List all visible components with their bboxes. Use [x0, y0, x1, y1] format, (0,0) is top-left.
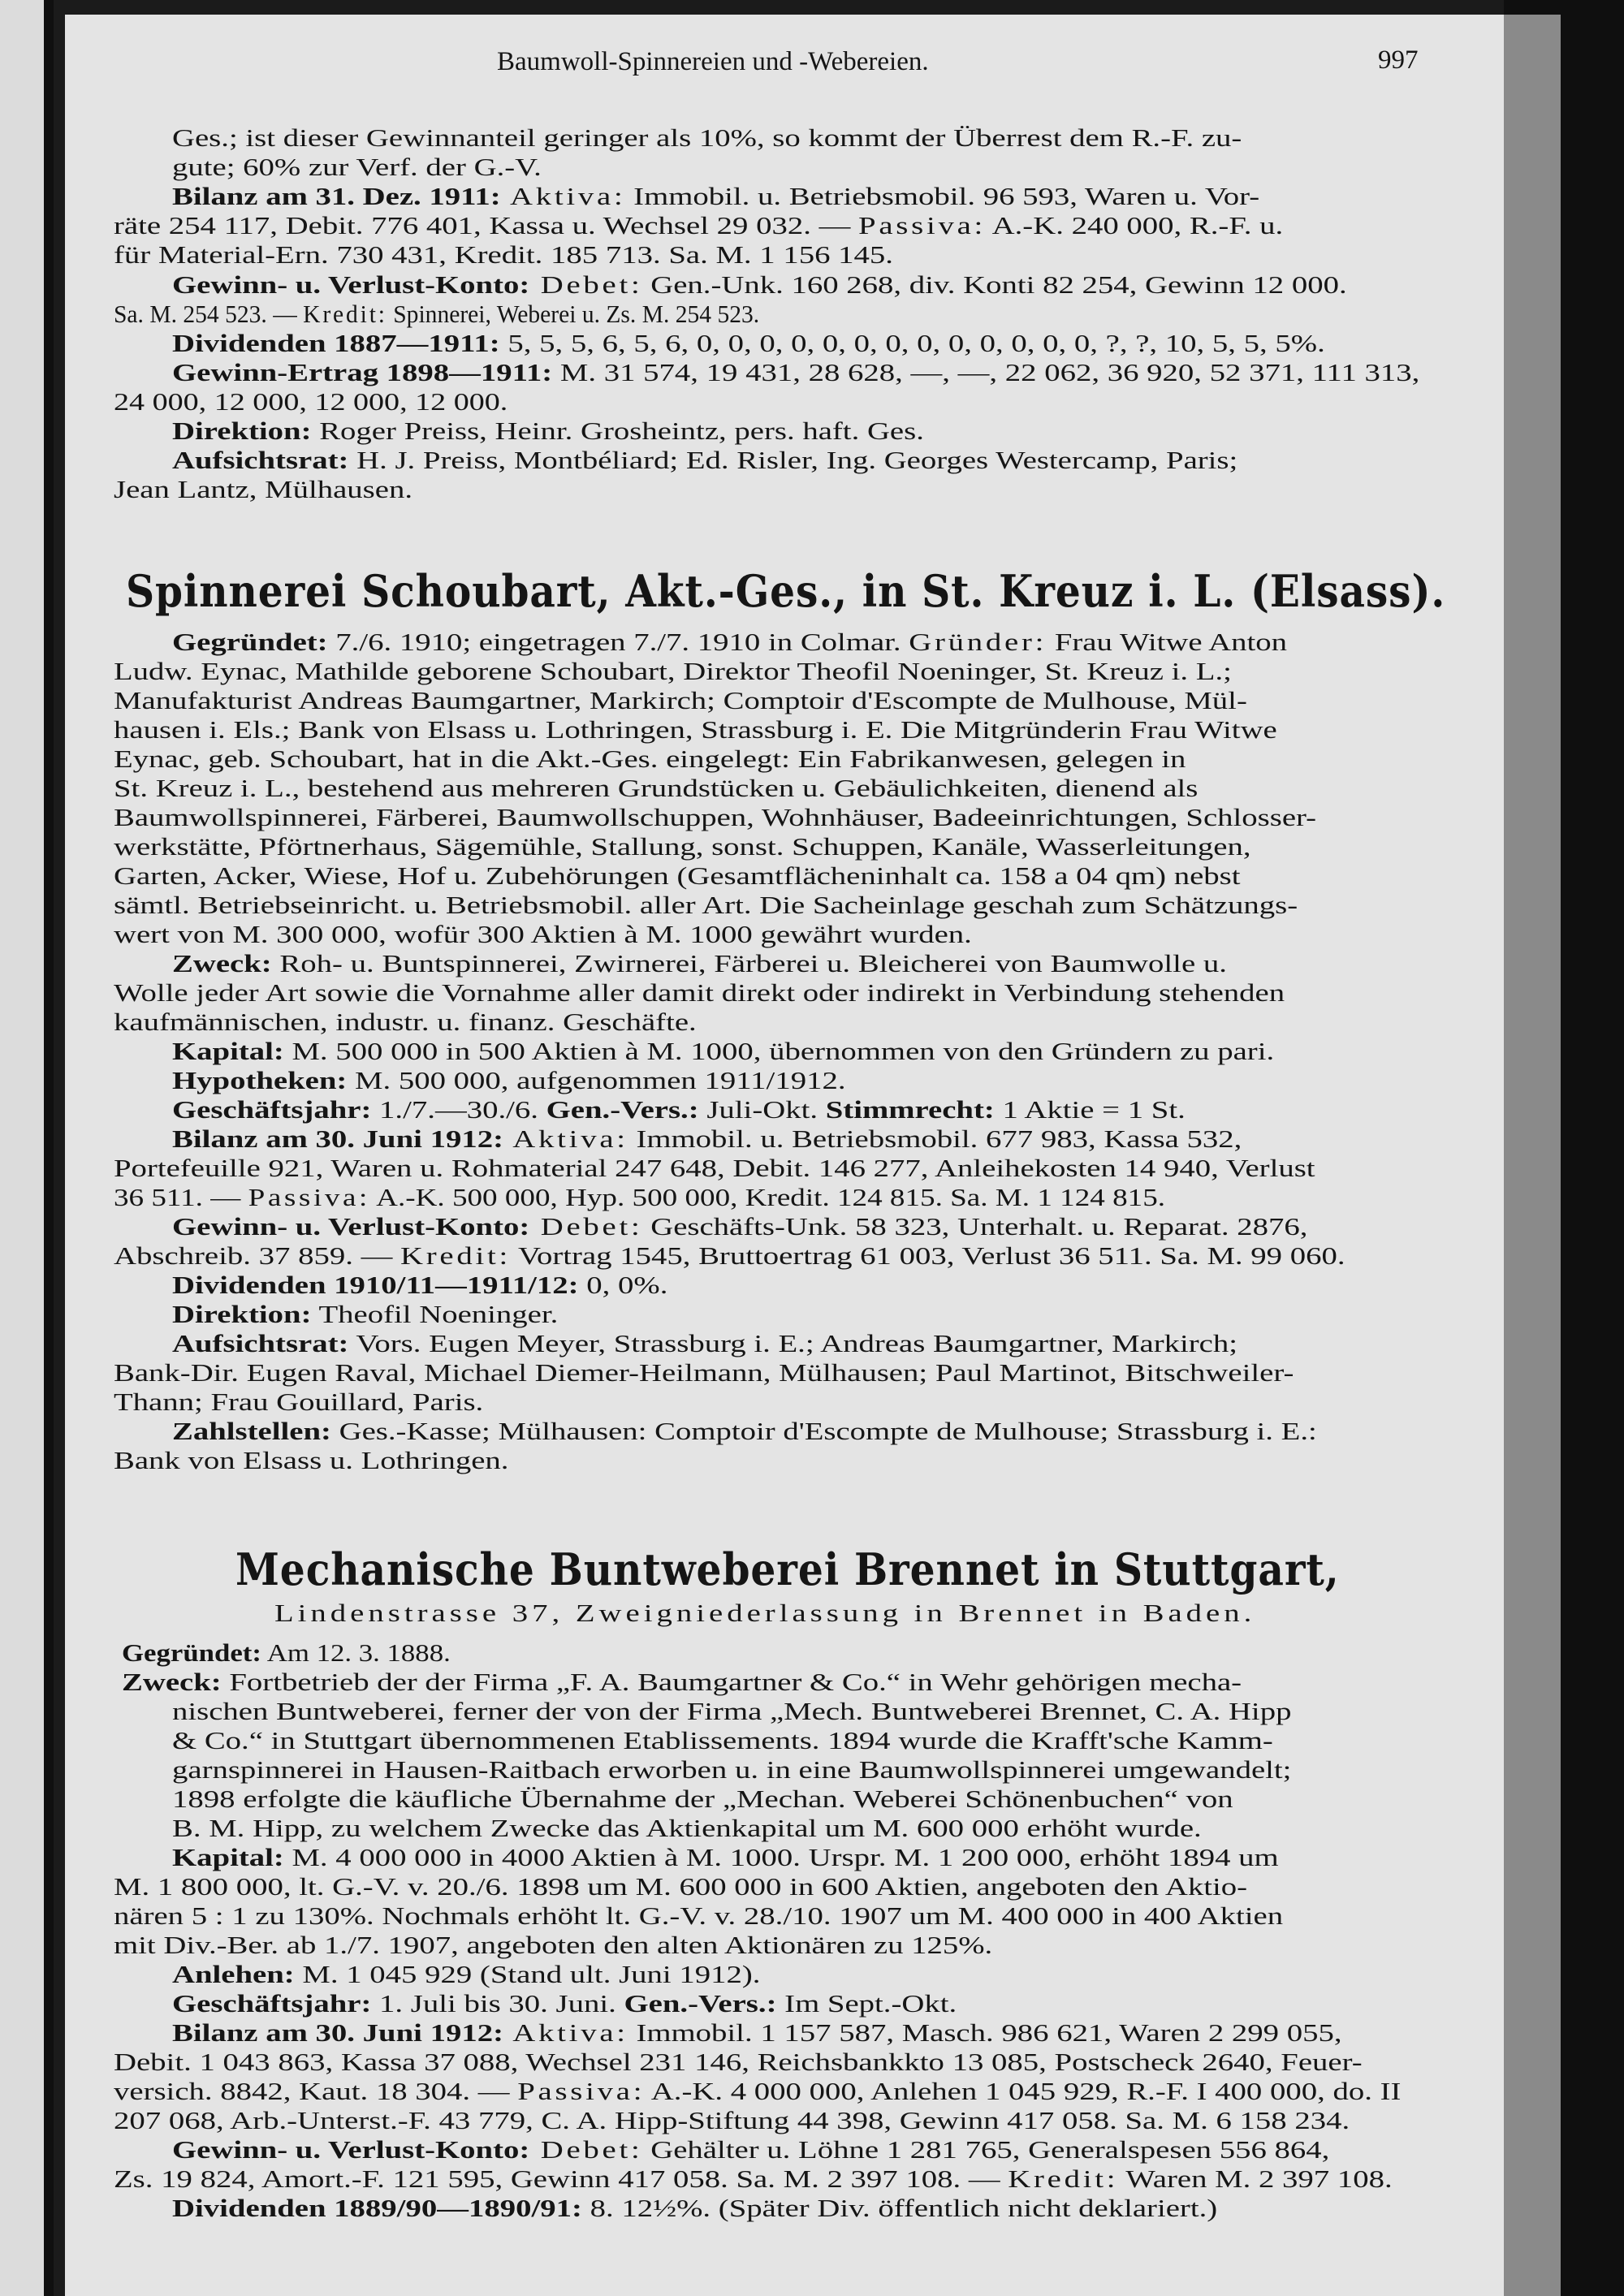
text-run: Ludw. Eynac, Mathilde geborene Schoubart, Direktor Theofil Noeninger, St. Kreuz i. L.; — [114, 657, 1232, 685]
text-line — [114, 978, 1285, 1008]
text-line — [114, 2077, 1401, 2106]
text-run: Spinnerei, Weberei u. Zs. M. 254 523. — [387, 300, 760, 328]
text-run: Ges.; ist dieser Gewinnanteil geringer als 10%, so kommt der Überrest dem R.-F. zu- — [172, 123, 1242, 152]
text-line — [114, 1241, 1345, 1271]
text-line — [114, 1931, 992, 1960]
bold-label: Zweck: — [122, 1668, 222, 1696]
text-line — [172, 270, 1347, 300]
text-run: M. 500 000, aufgenommen 1911/1912. — [347, 1066, 846, 1094]
text-run: Immobil. u. Betriebsmobil. 96 593, Waren u. Vor- — [625, 182, 1260, 210]
text-run: Roh- u. Buntspinnerei, Zwirnerei, Färberei u. Bleicherei von Baumwolle u. — [271, 949, 1227, 978]
text-line — [114, 657, 1232, 686]
text-line — [114, 774, 1198, 803]
section-title-brennet: Mechanische Buntweberei Brennet in Stuttgart, — [235, 1543, 1340, 1595]
text-line — [114, 240, 893, 270]
text-run: Roger Preiss, Heinr. Grosheintz, pers. haft. Ges. — [311, 416, 924, 445]
text-line — [114, 2048, 1363, 2077]
text-line — [172, 1066, 846, 1095]
text-line — [114, 387, 508, 416]
text-run: werkstätte, Pförtnerhaus, Sägemühle, Stallung, sonst. Schuppen, Kanäle, Wasserleitungen, — [114, 832, 1251, 861]
text-line — [172, 182, 1259, 211]
text-run: Wolle jeder Art sowie die Vornahme aller damit direkt oder indirekt in Verbindung stehenden — [114, 978, 1285, 1007]
text-line — [172, 1417, 1317, 1446]
text-line — [114, 861, 1241, 891]
text-line — [114, 891, 1298, 920]
text-run: Ges.-Kasse; Mülhausen: Comptoir d'Escompte de Mulhouse; Strassburg i. E.: — [330, 1417, 1317, 1445]
text-run: Immobil. 1 157 587, Masch. 986 621, Waren 2 299 055, — [628, 2018, 1342, 2047]
text-run: Sa. M. 254 523. — — [114, 300, 304, 328]
text-run: A.-K. 500 000, Hyp. 500 000, Kredit. 124 815. Sa. M. 1 124 815. — [369, 1183, 1166, 1211]
text-run: Eynac, geb. Schoubart, hat in die Akt.-Ges. eingelegt: Ein Fabrikanwesen, gelegen in — [114, 744, 1186, 773]
bold-label: Bilanz am 30. Juni 1912: — [172, 2018, 504, 2047]
text-run: M. 4 000 000 in 4000 Aktien à M. 1000. Urspr. M. 1 200 000, erhöht 1894 um — [283, 1843, 1279, 1871]
text-run: 8. 12½%. (Später Div. öffentlich nicht deklariert.) — [581, 2194, 1218, 2222]
text-run: Baumwollspinnerei, Färberei, Baumwollschuppen, Wohnhäuser, Badeeinrichtungen, Schlosser- — [114, 803, 1317, 831]
running-title: Baumwoll-Spinnereien und -Webereien. — [497, 47, 929, 76]
text-run: nären 5 : 1 zu 130%. Nochmals erhöht lt. G.-V. v. 28./10. 1907 um M. 400 000 in 400 Aktien — [114, 1901, 1284, 1930]
text-line — [114, 1901, 1283, 1931]
text-line — [172, 329, 1325, 358]
text-run: 7./6. 1910; eingetragen 7./7. 1910 in Colmar. — [327, 628, 909, 656]
text-line — [114, 803, 1316, 832]
text-line — [172, 1124, 1242, 1154]
bold-label: Direktion: — [172, 416, 312, 445]
text-run: St. Kreuz i. L., bestehend aus mehreren Grundstücken u. Gebäulichkeiten, dienend als — [114, 774, 1199, 802]
text-run: A.-K. 4 000 000, Anlehen 1 045 929, R.-F. I 400 000, do. II — [645, 2077, 1402, 2105]
text-line — [114, 300, 759, 329]
text-line — [114, 920, 972, 949]
text-run: mit Div.-Ber. ab 1./7. 1907, angeboten den alten Aktionären zu 125%. — [114, 1931, 993, 1959]
bold-label: Gewinn- u. Verlust-Konto: — [172, 1212, 530, 1241]
text-run: 1 Aktie = 1 St. — [994, 1095, 1186, 1124]
text-run: 1./7.—30./6. — [371, 1095, 546, 1124]
text-run: M. 1 800 000, lt. G.-V. v. 20./6. 1898 um M. 600 000 in 600 Aktien, angeboten den Aktio- — [114, 1872, 1248, 1901]
bold-label: Dividenden 1910/11—1911/12: — [172, 1271, 579, 1299]
text-run: kaufmännischen, industr. u. finanz. Geschäfte. — [114, 1008, 697, 1036]
text-line — [172, 1037, 1274, 1066]
bold-label: Hypotheken: — [172, 1066, 348, 1094]
text-run: 36 511. — — [114, 1183, 248, 1211]
text-line — [114, 1008, 697, 1037]
text-run: Portefeuille 921, Waren u. Rohmaterial 247 648, Debit. 146 277, Anleihekosten 14 940, Verlust — [114, 1154, 1315, 1182]
text-run: 0, 0%. — [578, 1271, 668, 1299]
text-run: Gen.-Unk. 160 268, div. Konti 82 254, Gewinn 12 000. — [642, 270, 1347, 299]
text-run: Vors. Eugen Meyer, Strassburg i. E.; Andreas Baumgartner, Markirch; — [348, 1329, 1238, 1357]
text-line — [114, 1154, 1315, 1183]
text-run: M. 500 000 in 500 Aktien à M. 1000, übernommen von den Gründern zu pari. — [283, 1037, 1275, 1065]
text-run: 24 000, 12 000, 12 000, 12 000. — [114, 387, 508, 416]
text-run: H. J. Preiss, Montbéliard; Ed. Risler, Ing. Georges Westercamp, Paris; — [348, 446, 1238, 474]
bold-label: Geschäftsjahr: — [172, 1989, 372, 2018]
bold-label: Zahlstellen: — [172, 1417, 331, 1445]
bold-label: Anlehen: — [172, 1960, 295, 1988]
text-run: Zs. 19 824, Amort.-F. 121 595, Gewinn 417 058. Sa. M. 2 397 108. — — [114, 2164, 1009, 2193]
text-line — [172, 416, 924, 446]
section-title-schoubart: Spinnerei Schoubart, Akt.-Ges., in St. Kreuz i. L. (Elsass). — [126, 565, 1446, 617]
text-run: Juli-Okt. — [698, 1095, 826, 1124]
text-run: Fortbetrieb der der Firma „F. A. Baumgartner & Co.“ in Wehr gehörigen mecha- — [221, 1668, 1242, 1696]
bold-label: Dividenden 1887—1911: — [172, 329, 500, 357]
text-run: 1898 erfolgte die käufliche Übernahme der „Mechan. Weberei Schönenbuchen“ von — [172, 1785, 1233, 1813]
text-run: Immobil. u. Betriebsmobil. 677 983, Kassa 532, — [628, 1124, 1242, 1153]
section-subtitle-brennet: Lindenstrasse 37, Zweigniederlassung in Brennet in Baden. — [274, 1599, 1256, 1627]
bold-label: Bilanz am 30. Juni 1912: — [172, 1124, 504, 1153]
text-line — [172, 358, 1419, 387]
text-run: 207 068, Arb.-Unterst.-F. 43 779, C. A. Hipp-Stiftung 44 398, Gewinn 417 058. Sa. M. 6 158 234. — [114, 2106, 1350, 2134]
text-line — [122, 1638, 451, 1668]
text-run: gute; 60% zur Verf. der G.-V. — [172, 153, 542, 181]
spaced-label: Passiva: — [517, 2077, 646, 2105]
text-line — [114, 686, 1247, 715]
text-line — [114, 715, 1277, 744]
text-run: A.-K. 240 000, R.-F. u. — [986, 211, 1284, 240]
spaced-label: Aktiva: — [503, 1124, 628, 1153]
bold-label: Gegründet: — [172, 628, 328, 656]
bold-label: Gewinn- u. Verlust-Konto: — [172, 270, 530, 299]
spaced-label: Aktiva: — [503, 2018, 628, 2047]
bold-label: Zweck: — [172, 949, 272, 978]
text-run: Am 12. 3. 1888. — [261, 1638, 451, 1667]
bold-label: Stimmrecht: — [825, 1095, 995, 1124]
text-line — [172, 446, 1237, 475]
text-run: Vortrag 1545, Bruttoertrag 61 003, Verlust 36 511. Sa. M. 99 060. — [511, 1241, 1345, 1270]
spaced-label: Debet: — [529, 270, 643, 299]
text-run: Geschäfts-Unk. 58 323, Unterhalt. u. Reparat. 2876, — [642, 1212, 1308, 1241]
bold-label: Aufsichtsrat: — [172, 1329, 349, 1357]
text-line — [172, 1300, 558, 1329]
bold-label: Gen.-Vers.: — [624, 1989, 777, 2018]
spaced-label: Debet: — [529, 2135, 643, 2164]
text-run: Manufakturist Andreas Baumgartner, Markirch; Comptoir d'Escompte de Mulhouse, Mül- — [114, 686, 1247, 714]
text-run: Garten, Acker, Wiese, Hof u. Zubehörungen (Gesamtflächeninhalt ca. 158 a 04 qm) nebst — [114, 861, 1241, 890]
text-run: Bank-Dir. Eugen Raval, Michael Diemer-Heilmann, Mülhausen; Paul Martinot, Bitschweiler- — [114, 1358, 1294, 1387]
page-edge-shadow — [1504, 15, 1561, 2296]
text-run: Debit. 1 043 863, Kassa 37 088, Wechsel 231 146, Reichsbankkto 13 085, Postscheck 2640, Feuer- — [114, 2048, 1363, 2076]
spaced-label: Debet: — [529, 1212, 643, 1241]
text-run: B. M. Hipp, zu welchem Zwecke das Aktienkapital um M. 600 000 erhöht wurde. — [172, 1814, 1202, 1842]
text-run: Frau Witwe Anton — [1047, 628, 1288, 656]
text-run: nischen Buntweberei, ferner der von der Firma „Mech. Buntweberei Brennet, C. A. Hipp — [172, 1697, 1292, 1725]
text-line — [114, 832, 1251, 861]
bold-label: Gewinn- u. Verlust-Konto: — [172, 2135, 530, 2164]
text-run: sämtl. Betriebseinricht. u. Betriebsmobil. aller Art. Die Sacheinlage geschah zum Schätzungs- — [114, 891, 1298, 919]
text-run: garnspinnerei in Hausen-Raitbach erworben u. in eine Baumwollspinnerei umgewandelt; — [172, 1755, 1292, 1784]
text-run: Jean Lantz, Mülhausen. — [114, 475, 413, 503]
text-line — [172, 1755, 1291, 1785]
bold-label: Gegründet: — [122, 1638, 261, 1667]
text-line — [172, 1271, 667, 1300]
spaced-label: Kredit: — [400, 1241, 512, 1270]
text-run: hausen i. Els.; Bank von Elsass u. Lothringen, Strassburg i. E. Die Mitgründerin Frau Witwe — [114, 715, 1277, 744]
text-line — [114, 1358, 1294, 1388]
bold-label: Aufsichtsrat: — [172, 446, 349, 474]
bold-label: Gewinn-Ertrag 1898—1911: — [172, 358, 553, 386]
text-run: M. 1 045 929 (Stand ult. Juni 1912). — [294, 1960, 761, 1988]
text-line — [114, 1183, 1165, 1212]
text-run: Im Sept.-Okt. — [776, 1989, 957, 2018]
spaced-label: Passiva: — [248, 1183, 370, 1211]
previous-page-edge — [0, 0, 54, 2296]
text-run: M. 31 574, 19 431, 28 628, —, —, 22 062, 36 920, 52 371, 111 313, — [552, 358, 1420, 386]
text-run: 5, 5, 5, 6, 5, 6, 0, 0, 0, 0, 0, 0, 0, 0, 0, 0, 0, 0, 0, ?, ?, 10, 5, 5, 5%. — [499, 329, 1325, 357]
text-line — [114, 2106, 1350, 2135]
text-run: Waren M. 2 397 108. — [1118, 2164, 1393, 2193]
text-line — [172, 2194, 1217, 2223]
text-line — [122, 1668, 1242, 1697]
text-run: Abschreib. 37 859. — — [114, 1241, 401, 1270]
bold-label: Gen.-Vers.: — [546, 1095, 699, 1124]
text-line — [172, 1785, 1233, 1814]
bold-label: Bilanz am 31. Dez. 1911: — [172, 182, 501, 210]
text-line — [114, 1872, 1247, 1901]
text-run: versich. 8842, Kaut. 18 304. — — [114, 2077, 518, 2105]
spaced-label: Kredit: — [303, 300, 387, 328]
text-line — [114, 211, 1283, 240]
text-run: für Material-Ern. 730 431, Kredit. 185 713. Sa. M. 1 156 145. — [114, 240, 893, 269]
text-run: räte 254 117, Debit. 776 401, Kassa u. Wechsel 29 032. — — [114, 211, 859, 240]
text-run: 1. Juli bis 30. Juni. — [371, 1989, 624, 2018]
text-line — [114, 744, 1186, 774]
text-run: Gehälter u. Löhne 1 281 765, Generalspesen 556 864, — [642, 2135, 1330, 2164]
text-line — [114, 2164, 1393, 2194]
bold-label: Kapital: — [172, 1037, 284, 1065]
bold-label: Geschäftsjahr: — [172, 1095, 372, 1124]
text-line — [172, 123, 1242, 153]
bold-label: Direktion: — [172, 1300, 312, 1328]
text-line — [172, 1814, 1202, 1843]
text-line — [172, 1329, 1237, 1358]
text-run: wert von M. 300 000, wofür 300 Aktien à M. 1000 gewährt wurden. — [114, 920, 972, 948]
spaced-label: Kredit: — [1008, 2164, 1119, 2193]
bold-label: Dividenden 1889/90—1890/91: — [172, 2194, 582, 2222]
text-line — [172, 1843, 1279, 1872]
text-line — [172, 1095, 1186, 1124]
spaced-label: Gründer: — [909, 628, 1047, 656]
text-line — [172, 2018, 1342, 2048]
spaced-label: Passiva: — [858, 211, 987, 240]
bold-label: Kapital: — [172, 1843, 284, 1871]
text-line — [172, 1960, 760, 1989]
text-line — [172, 2135, 1329, 2164]
text-line — [172, 153, 542, 182]
text-line — [114, 475, 412, 504]
text-run: Bank von Elsass u. Lothringen. — [114, 1446, 509, 1474]
text-line — [114, 1446, 508, 1475]
text-line — [172, 1212, 1307, 1241]
text-run: & Co.“ in Stuttgart übernommenen Etablissements. 1894 wurde die Krafft'sche Kamm- — [172, 1726, 1273, 1754]
text-run: Theofil Noeninger. — [311, 1300, 559, 1328]
spaced-label: Aktiva: — [500, 182, 626, 210]
text-line — [172, 1726, 1273, 1755]
text-line — [172, 628, 1287, 657]
text-line — [172, 1989, 957, 2018]
text-run: Thann; Frau Gouillard, Paris. — [114, 1388, 484, 1416]
text-line — [172, 1697, 1291, 1726]
text-line — [114, 1388, 483, 1417]
page-number: 997 — [1378, 45, 1419, 75]
text-line — [172, 949, 1227, 978]
